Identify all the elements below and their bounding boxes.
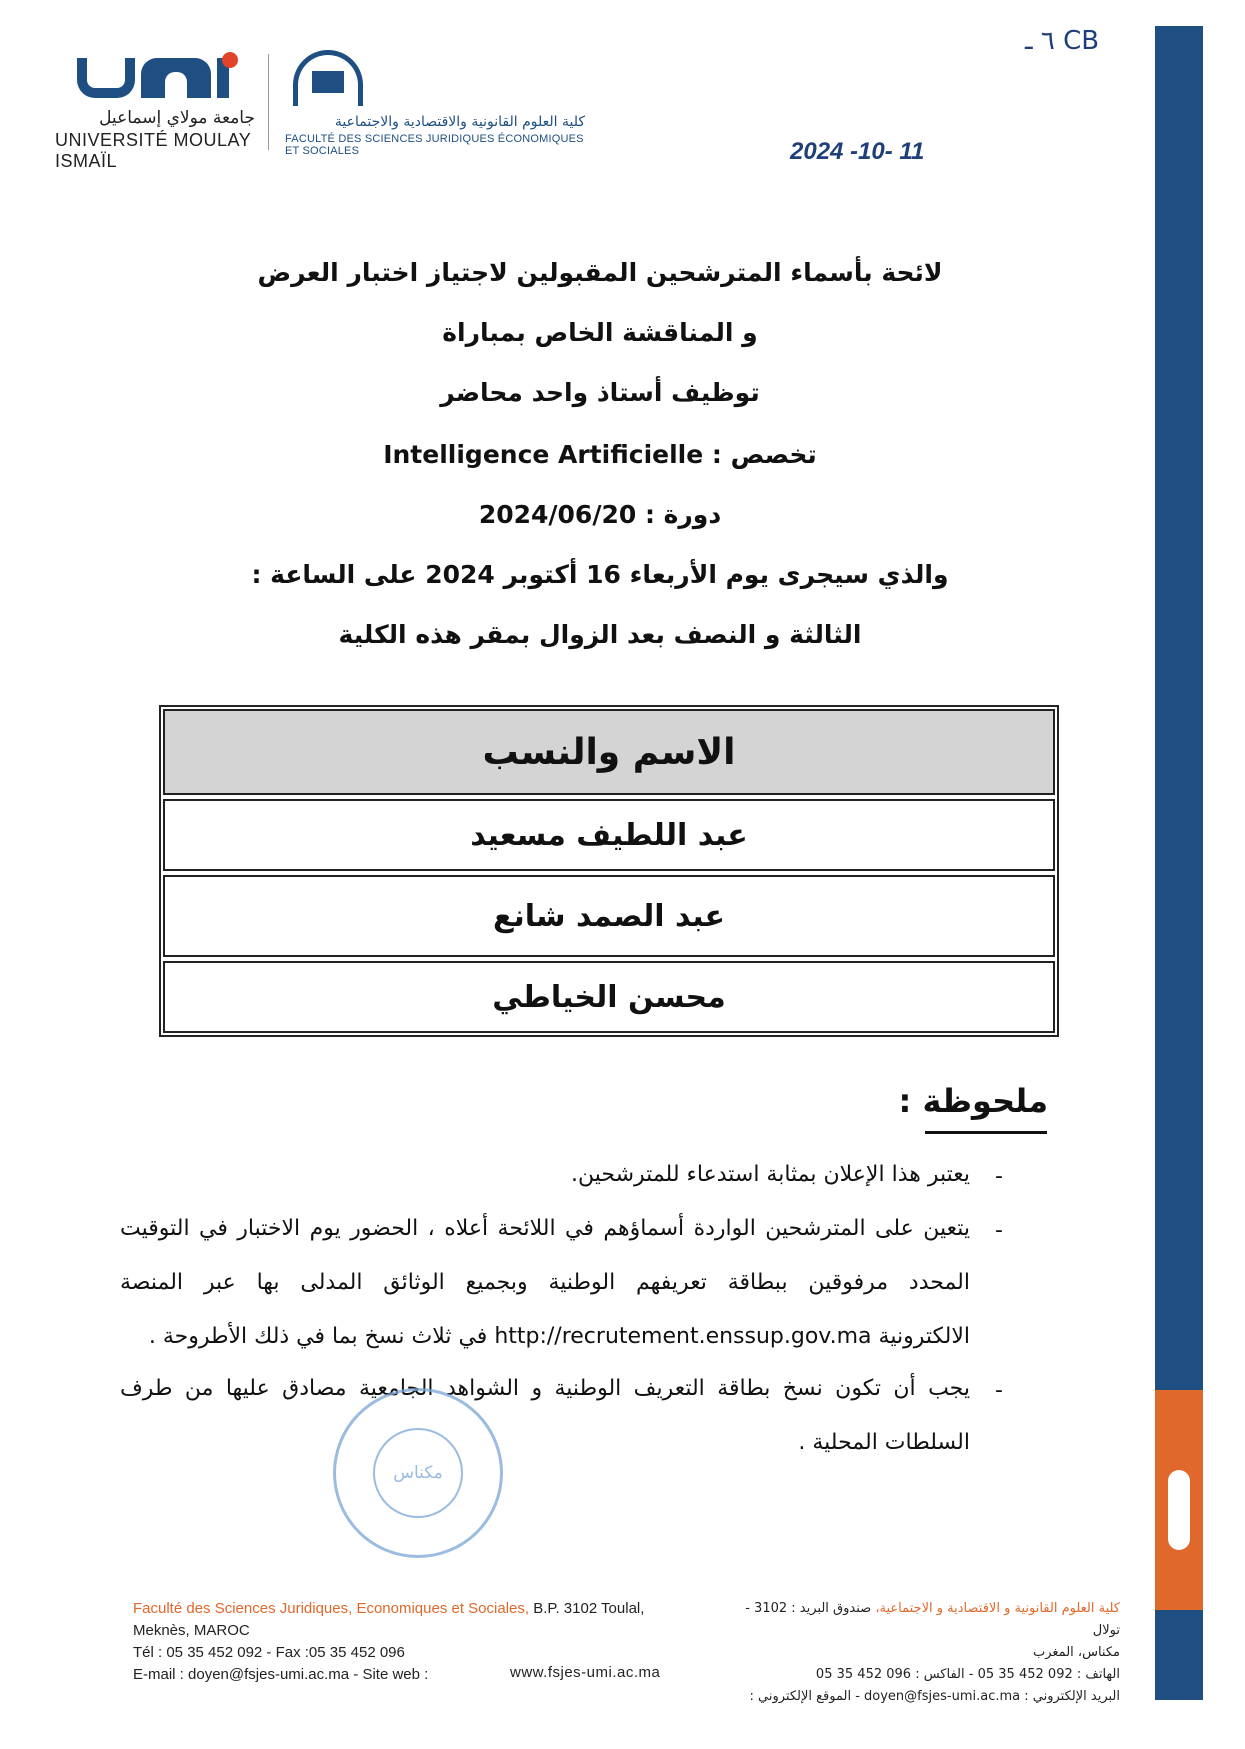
table-row: محسن الخياطي — [163, 961, 1055, 1033]
notes-heading-underline — [925, 1131, 1047, 1134]
footer-po-box-ar: صندوق البريد : 3102 - تولال — [745, 1601, 1120, 1638]
footer-city-ar: مكناس، المغرب — [1033, 1645, 1120, 1660]
title-line-3: توظيف أستاذ واحد محاضر — [440, 378, 760, 407]
footer-faculty-name-fr: Faculté des Sciences Juridiques, Economiques et Sociales, — [133, 1600, 530, 1617]
note-3-line-2: السلطات المحلية . — [798, 1430, 970, 1455]
footer-faculty-name-ar: كلية العلوم القانونية و الاقتصادية و الاجتماعية، — [875, 1601, 1120, 1616]
faculty-building-icon — [293, 50, 363, 106]
note-bullet: - — [995, 1164, 1003, 1189]
footer-city-fr: Meknès, MAROC — [133, 1622, 250, 1639]
footer-address-ar — [720, 1598, 1120, 1708]
date-stamp: 2024 -10- 11 — [790, 138, 925, 165]
footer-phone-fr: Tél : 05 35 452 092 - Fax :05 35 452 096 — [133, 1644, 405, 1661]
footer-email-fr: E-mail : doyen@fsjes-umi.ac.ma - Site web : — [133, 1666, 429, 1683]
note-3-line-1: يجب أن تكون نسخ بطاقة التعريف الوطنية و الشواهد الجامعية مصادق عليها من طرف — [120, 1376, 970, 1401]
note-2-line-1: يتعين على المترشحين الواردة أسماؤهم في اللائحة أعلاه ، الحضور يوم الاختبار في التوقيت — [120, 1216, 970, 1241]
table-header: الاسم والنسب — [163, 709, 1055, 795]
candidates-table — [159, 705, 1059, 1037]
note-2-line-2: المحدد مرفوقين ببطاقة تعريفهم الوطنية وبجميع الوثائق المدلى بها عبر المنصة — [120, 1270, 970, 1295]
table-row: عبد اللطيف مسعيد — [163, 799, 1055, 871]
logo-divider — [268, 54, 269, 150]
footer-website-link[interactable]: www.fsjes-umi.ac.ma — [510, 1664, 661, 1681]
footer-email-ar: البريد الإلكتروني : doyen@fsjes-umi.ac.ma - الموقع الإلكتروني : — [749, 1689, 1120, 1704]
title-exam-date: والذي سيجرى يوم الأربعاء 16 أكتوبر 2024 على الساعة : — [251, 560, 949, 589]
notes-heading: ملحوظة : — [898, 1082, 1048, 1120]
note-bullet: - — [995, 1378, 1003, 1403]
reference-mark: ٦ ـ CB — [1025, 26, 1100, 56]
university-name-fr: UNIVERSITÉ MOULAY ISMAÏL — [55, 130, 251, 171]
official-seal — [333, 1388, 503, 1558]
footer-phone-ar: الهاتف : 092 452 35 05 - الفاكس : 096 452 35 05 — [815, 1667, 1120, 1682]
title-session: دورة : 2024/06/20 — [478, 500, 722, 529]
faculty-name-fr: FACULTÉ DES SCIENCES JURIDIQUES ÉCONOMIQUES ET SOCIALES — [285, 133, 584, 157]
note-1: يعتبر هذا الإعلان بمثابة استدعاء للمترشحين. — [571, 1162, 970, 1187]
university-name-ar: جامعة مولاي إسماعيل — [99, 108, 255, 128]
right-band-cutout — [1168, 1470, 1190, 1550]
title-exam-time: الثالثة و النصف بعد الزوال بمقر هذه الكلية — [338, 620, 862, 649]
table-row: عبد الصمد شانع — [163, 875, 1055, 957]
note-bullet: - — [995, 1218, 1003, 1243]
title-line-1: لائحة بأسماء المترشحين المقبولين لاجتياز اختبار العرض — [257, 258, 943, 287]
title-line-2: و المناقشة الخاص بمباراة — [442, 318, 758, 347]
umi-logo-dot — [222, 52, 238, 68]
footer-po-box-fr: B.P. 3102 Toulal, — [529, 1600, 645, 1617]
faculty-name-ar: كلية العلوم القانونية والاقتصادية والاجتماعية — [334, 114, 585, 130]
seal-center-text: مكناس — [373, 1428, 463, 1518]
note-2-line-3: الالكترونية http://recrutement.enssup.gov.ma في ثلاث نسخ بما في ذلك الأطروحة . — [148, 1324, 970, 1349]
faculty-logo — [285, 50, 585, 160]
title-specialty: تخصص : Intelligence Artificielle — [383, 440, 817, 469]
